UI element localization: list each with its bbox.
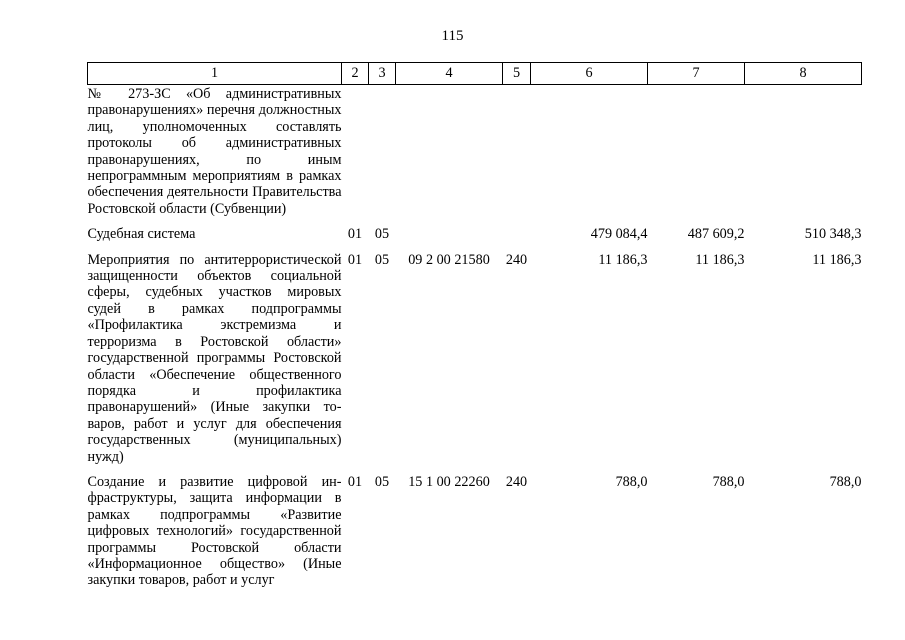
row-section: 01 [347, 473, 363, 490]
row-expense-type: 240 [505, 251, 528, 268]
row-target-article: 09 2 00 21580 [408, 251, 490, 268]
row-amount-year3: 11 186,3 [812, 251, 862, 268]
column-header: 8 [745, 63, 862, 85]
row-amount-year1 [531, 85, 648, 218]
row-amount-year2: 11 186,3 [695, 251, 745, 268]
row-expense-type [503, 217, 531, 242]
row-target-article [396, 217, 503, 242]
row-subsection [369, 85, 396, 218]
row-target-article [396, 85, 503, 218]
row-amount-year1: 11 186,3 [598, 251, 648, 268]
column-header: 2 [342, 63, 369, 85]
row-amount-year3: 510 348,3 [804, 226, 862, 243]
row-name: Создание и развитие цифровой инфраструктуры, защита информации в рамках подпрограммы «Развитие цифровых технологий» государственной программы Ростовской области «Информационное общество» (Иные закупки товаров, работ и услуг [87, 473, 342, 589]
row-amount-year3: 788,0 [829, 473, 862, 490]
row-name: Мероприятия по антитеррористической защищенности объектов социальной сферы, судебных участков мировых судей в рамках подпрограммы «Профилактика экстремизма и терроризма в Ростовской области» государственной программы Ростовской области «Обеспечение общественного порядка и профилактика правонарушений» (Иные закупки товаров, работ и услуг для обеспечения государственных (муниципальных) нужд) [87, 251, 342, 465]
row-expense-type: 240 [505, 473, 528, 490]
page-number: 115 [441, 28, 464, 44]
column-header: 3 [369, 63, 396, 85]
row-amount-year2 [648, 85, 745, 218]
column-header: 7 [648, 63, 745, 85]
row-name: № 273-ЗС «Об административных правонарушениях» перечня должностных лиц, уполномоченных составлять протоколы об административных правонарушениях, по иным непрограммным мероприятиям в рамках обеспечения деятельности Правительства Ростовской области (Субвенции) [87, 86, 342, 217]
row-target-article: 15 1 00 22260 [408, 473, 490, 490]
row-section: 01 [347, 226, 363, 243]
row-subsection: 05 [374, 226, 390, 243]
row-amount-year1: 788,0 [615, 473, 648, 490]
row-section [342, 85, 369, 218]
row-amount-year3 [745, 85, 862, 218]
column-header: 5 [503, 63, 531, 85]
table-row [88, 85, 862, 218]
table-header-row [88, 63, 862, 85]
row-amount-year2: 487 609,2 [687, 226, 745, 243]
row-subsection: 05 [374, 251, 390, 268]
table-row [88, 217, 862, 242]
column-header: 1 [88, 63, 342, 85]
row-subsection: 05 [374, 473, 390, 490]
table-row [88, 465, 862, 589]
budget-table [87, 62, 862, 589]
row-expense-type [503, 85, 531, 218]
table-row [88, 243, 862, 465]
row-name: Судебная система [87, 226, 196, 243]
row-amount-year1: 479 084,4 [590, 226, 648, 243]
row-amount-year2: 788,0 [712, 473, 745, 490]
column-header: 6 [531, 63, 648, 85]
column-header: 4 [396, 63, 503, 85]
row-section: 01 [347, 251, 363, 268]
